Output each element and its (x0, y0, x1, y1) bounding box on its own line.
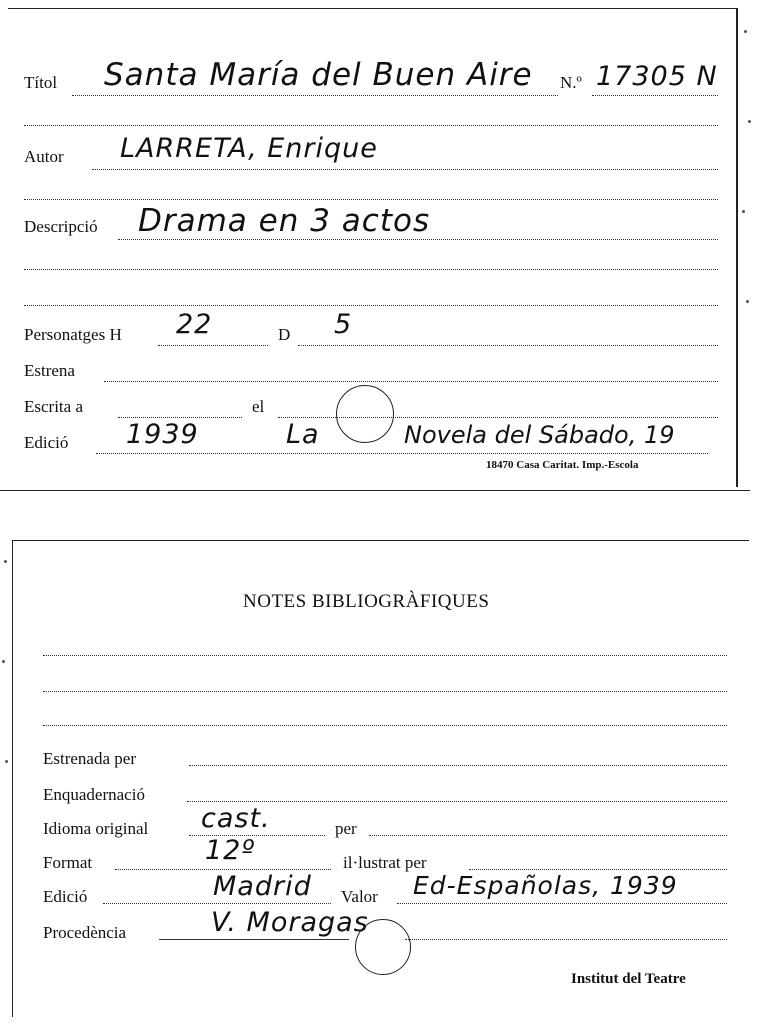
speck (2, 660, 5, 663)
edicio-la: La (286, 419, 320, 450)
speck (744, 30, 747, 33)
h-value: 22 (176, 309, 213, 340)
punch-hole (355, 919, 411, 975)
estrena-label: Estrena (24, 361, 75, 380)
valor-value: Ed-Españolas, 1939 (413, 871, 678, 900)
card-separator (0, 490, 750, 491)
ruled-line (24, 269, 718, 270)
num-label: N.º (560, 73, 582, 92)
ruled-line (43, 655, 727, 656)
titol-value: Santa María del Buen Aire (104, 57, 533, 93)
descripcio-value: Drama en 3 actos (138, 203, 431, 239)
estrena-line (104, 381, 718, 382)
enquadernacio-label: Enquadernació (43, 785, 145, 804)
per-line (369, 835, 727, 836)
descripcio-line (118, 239, 718, 240)
ruled-line (24, 305, 718, 306)
h-line (158, 345, 268, 346)
autor-line (92, 169, 718, 170)
illustrat-label: il·lustrat per (343, 853, 427, 872)
titol-label: Títol (24, 73, 58, 92)
escrita-line (118, 417, 242, 418)
procedencia-label: Procedència (43, 923, 127, 942)
speck (746, 300, 749, 303)
illustrat-line (469, 869, 727, 870)
edicio2-value: Madrid (213, 871, 312, 902)
edicio2-label: Edició (43, 887, 88, 906)
ruled-line (24, 199, 718, 200)
personatges-label: Personatges H (24, 325, 122, 344)
speck (742, 210, 745, 213)
edicio-line (96, 453, 708, 454)
edicio-label: Edició (24, 433, 69, 452)
edicio-year: 1939 (126, 419, 199, 450)
valor-line (397, 903, 727, 904)
ruled-line (24, 125, 718, 126)
titol-line (72, 95, 558, 96)
catalog-card-back (12, 540, 749, 1017)
idioma-value: cast. (201, 803, 271, 834)
notes-title: NOTES BIBLIOGRÀFIQUES (243, 591, 490, 612)
ruled-line (43, 725, 727, 726)
enquadernacio-line (187, 801, 727, 802)
autor-value: LARRETA, Enrique (120, 133, 378, 164)
procedencia-value: V. Moragas (211, 907, 369, 938)
printer-imprint: 18470 Casa Caritat. Imp.-Escola (486, 459, 639, 471)
idioma-label: Idioma original (43, 819, 149, 838)
d-label: D (278, 325, 291, 344)
edicio2-line (103, 903, 331, 904)
format-label: Format (43, 853, 93, 872)
estrenada-label: Estrenada per (43, 749, 136, 768)
catalog-card-front (8, 8, 738, 487)
el-label: el (252, 397, 265, 416)
escrita-label: Escrita a (24, 397, 83, 416)
speck (4, 560, 7, 563)
per-label: per (335, 819, 357, 838)
valor-label: Valor (341, 887, 378, 906)
punch-hole (336, 385, 394, 443)
format-value: 12º (205, 835, 256, 866)
estrenada-line (189, 765, 727, 766)
procedencia-line (159, 939, 349, 940)
institution-footer: Institut del Teatre (571, 971, 686, 987)
ruled-line (43, 691, 727, 692)
autor-label: Autor (24, 147, 64, 166)
num-value: 17305 N (596, 61, 718, 92)
speck (5, 760, 8, 763)
d-value: 5 (334, 309, 353, 340)
procedencia-line-rest (405, 939, 727, 940)
d-line (298, 345, 718, 346)
descripcio-label: Descripció (24, 217, 98, 236)
num-line (592, 95, 718, 96)
format-line (115, 869, 331, 870)
edicio-publisher: Novela del Sábado, 19 (404, 421, 675, 449)
speck (748, 120, 751, 123)
